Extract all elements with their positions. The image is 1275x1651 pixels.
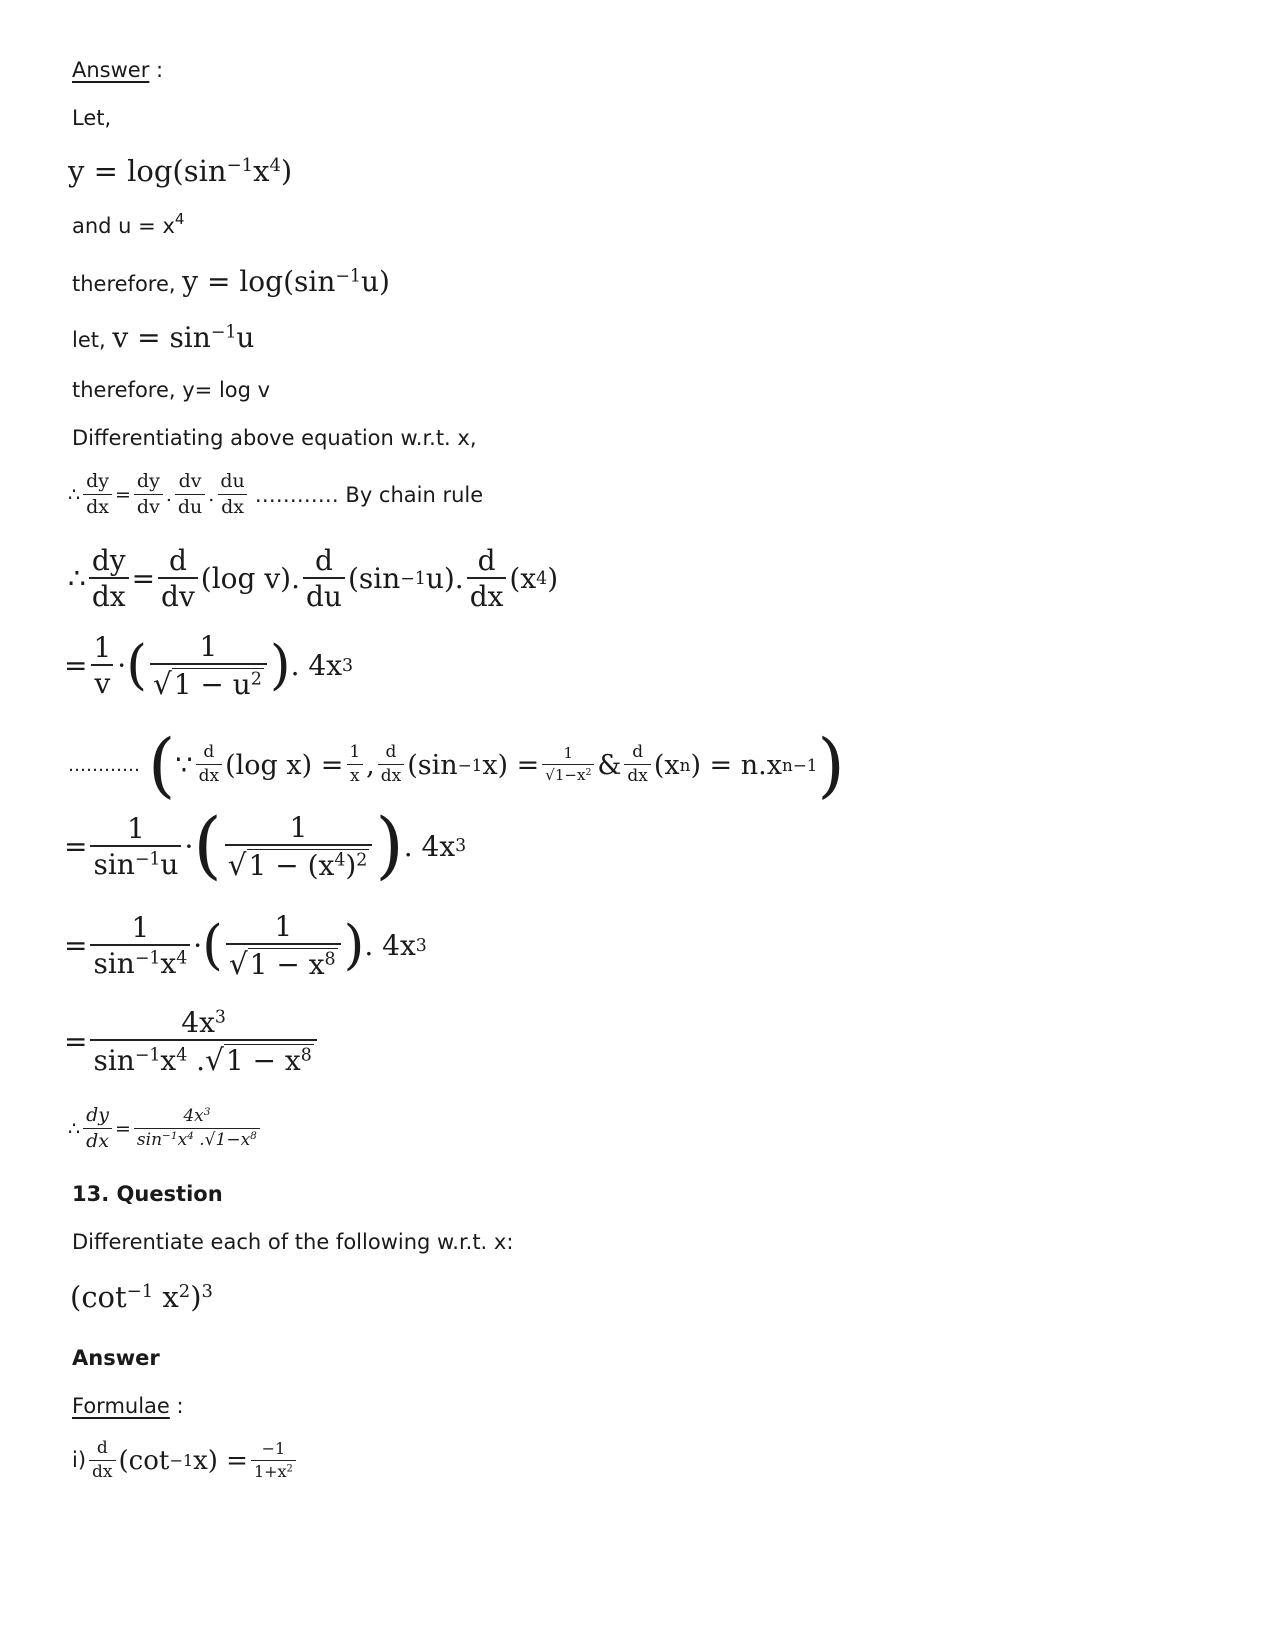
step-3: = $\frac{1}{\sin^{-1}x^4}$ · ( 1 √ $1 - x^8$ ) . 4x 3 <box>64 910 427 982</box>
answer-colon: : <box>156 58 164 82</box>
step-2: = $\frac{1}{\sin^{-1}u}$ · ( 1 √ $1 - (x^4)^2$ ) . 4x 3 <box>64 803 467 888</box>
let-v-line <box>72 321 255 354</box>
and-u-line <box>72 210 185 238</box>
formulae-colon: : <box>176 1394 184 1418</box>
formula-i-label: i) <box>72 1448 87 1473</box>
reference-dots: ………… <box>68 754 140 776</box>
question-heading: 13. Question <box>72 1182 223 1206</box>
therefore-log-v: therefore, y= log v <box>72 378 271 402</box>
formula-reference: ………… ( ∵ $\frac{d}{dx}$ (log x) = $\frac{1}{x}$ , $\frac{d}{dx}$ (sin −1 x) = $\frac{1}{√1-x^2}$ & $\frac{d}{dx}$ (x n ) = n.x n−1 ) <box>68 724 845 806</box>
final-result: ∴ $\frac{dy}{dx}$ = $\frac{4x^3}{\sin^{-1}x^4 .√1-x^8}$ <box>68 1106 263 1152</box>
differentiating-text: Differentiating above equation w.r.t. x, <box>72 426 477 450</box>
and-u-exponent: 4 <box>174 210 185 228</box>
answer-heading: Answer <box>72 58 150 82</box>
equation-y: $y = \log(\sin^{-1}x^4)$ <box>68 154 293 188</box>
chain-rule-equation: ∴ $\frac{dy}{dx}$ = $\frac{dy}{dv}$ . $\frac{dv}{du}$ . $\frac{du}{dx}$ ………… By chain rule <box>68 470 484 518</box>
answer-heading-2: Answer <box>72 1346 160 1370</box>
question-text: Differentiate each of the following w.r.t. x: <box>72 1230 514 1254</box>
therefore-text-1: therefore, <box>72 272 176 296</box>
question-expression: ($\cot^{-1}$ $x^2)^3$ <box>70 1280 213 1314</box>
let-text: Let, <box>72 106 112 130</box>
chain-rule-text: ………… By chain rule <box>254 482 484 507</box>
step-4: = $4x^3$ $\sin^{-1}x^4$ . √ $1 - x^8$ <box>64 1008 320 1076</box>
derivative-expansion: ∴ $\frac{dy}{dx}$ = $\frac{d}{dv}$ (log v). $\frac{d}{du}$ (sin −1 u). $\frac{d}{dx}$ (x 4 ) <box>68 544 559 614</box>
answer-label <box>72 60 163 81</box>
let-v-text: let, <box>72 328 106 352</box>
formulae-heading: Formulae <box>72 1394 170 1418</box>
step-1: = $\frac{1}{v}$ · ( 1 √ $1 - u^2$ ) . 4x 3 <box>64 630 354 702</box>
therefore-line-1 <box>72 265 390 298</box>
equation-y-u: $y = \log(\sin^{-1}u)$ <box>182 265 390 298</box>
formula-i: i) $\frac{d}{dx}$ (cot −1 x) = $\frac{-1}{1+x^2}$ <box>72 1440 299 1482</box>
formulae-label <box>72 1396 184 1417</box>
equation-v: $v = \sin^{-1}u$ <box>112 321 255 354</box>
and-u-text: and u = x <box>72 214 175 238</box>
